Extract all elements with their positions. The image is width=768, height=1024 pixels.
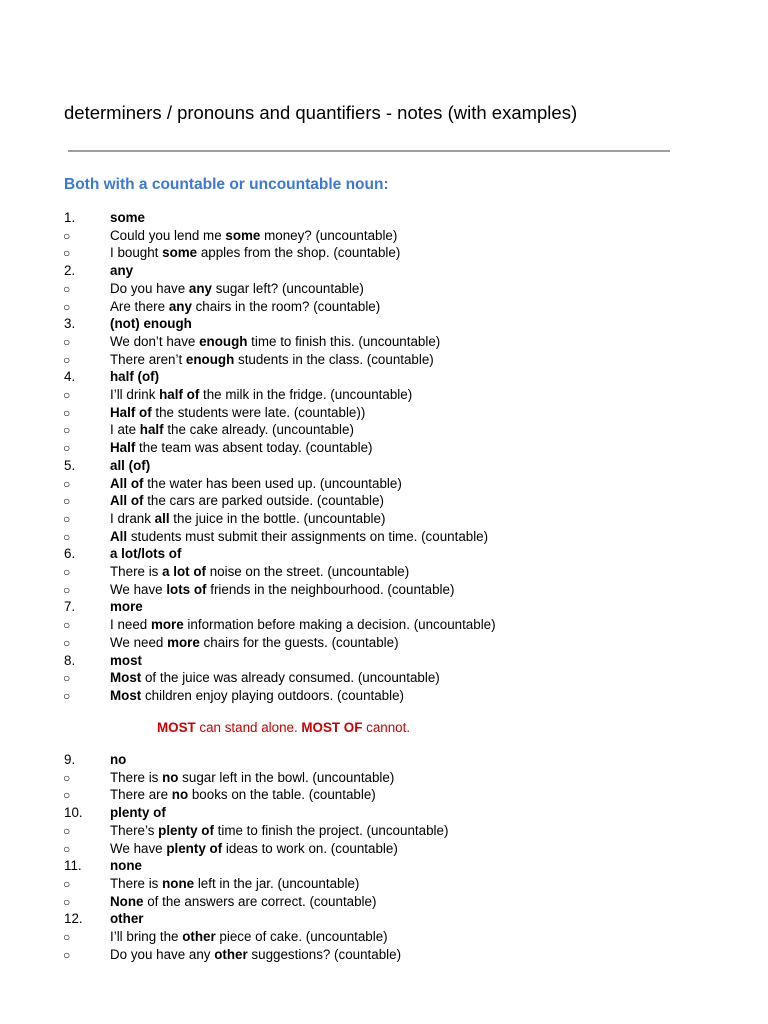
note-word-most: MOST xyxy=(157,720,196,735)
example-text-after: piece of cake. (uncountable) xyxy=(215,929,388,944)
example-row xyxy=(0,840,768,858)
circle-bullet-icon: ○ xyxy=(63,441,71,456)
circle-bullet-icon: ○ xyxy=(63,334,71,349)
example-text-after: the milk in the fridge. (uncountable) xyxy=(199,387,413,402)
item-number: 1. xyxy=(64,210,76,225)
circle-bullet-icon: ○ xyxy=(63,423,71,438)
example-text-after: chairs in the room? (countable) xyxy=(191,298,381,314)
example-sentence xyxy=(110,893,376,911)
example-text-after: books on the table. (countable) xyxy=(188,787,376,803)
example-sentence xyxy=(110,875,359,893)
example-text-before: We need xyxy=(110,634,168,650)
example-sentence xyxy=(110,946,401,964)
item-number: 11. xyxy=(64,858,82,874)
example-text-after: the water has been used up. (uncountable) xyxy=(143,475,402,491)
example-row xyxy=(0,386,768,404)
example-row xyxy=(0,528,768,546)
list-item-term xyxy=(0,598,768,616)
example-text-after: left in the jar. (uncountable) xyxy=(194,875,360,891)
example-sentence xyxy=(110,634,399,652)
list-item-term xyxy=(0,751,768,769)
example-text-before: I bought xyxy=(110,245,163,261)
circle-bullet-icon: ○ xyxy=(63,930,71,944)
example-row xyxy=(0,822,768,840)
note-word-most-of: MOST OF xyxy=(301,720,363,735)
circle-bullet-icon: ○ xyxy=(63,823,71,838)
item-number: 3. xyxy=(64,316,76,332)
example-text-after: children enjoy playing outdoors. (countable) xyxy=(141,687,405,703)
example-text-after: the cars are parked outside. (countable) xyxy=(143,493,384,509)
example-text-after: information before making a decision. (uncountable) xyxy=(183,617,496,633)
example-text-before: There are xyxy=(110,787,172,803)
example-sentence xyxy=(110,227,397,245)
example-text-after: sugar left in the bowl. (uncountable) xyxy=(178,769,395,785)
example-keyword: more xyxy=(167,634,200,650)
example-text-after: ideas to work on. (countable) xyxy=(222,840,398,856)
example-text-before: I’ll bring the xyxy=(110,929,183,944)
item-term: (not) enough xyxy=(110,316,192,332)
example-text-before: Do you have xyxy=(110,280,189,296)
example-keyword: some xyxy=(225,227,261,243)
example-text-after: sugar left? (uncountable) xyxy=(211,280,364,296)
example-text-after: the cake already. (uncountable) xyxy=(163,422,354,438)
example-row xyxy=(0,634,768,652)
example-keyword: plenty of xyxy=(166,840,223,856)
note-most xyxy=(157,719,410,737)
item-term: more xyxy=(110,599,143,615)
example-row xyxy=(0,227,768,245)
example-keyword: lots of xyxy=(166,581,207,597)
example-text-after: students in the class. (countable) xyxy=(234,351,434,367)
circle-bullet-icon: ○ xyxy=(63,635,71,650)
example-row xyxy=(0,769,768,787)
circle-bullet-icon: ○ xyxy=(63,405,71,420)
list-item-term xyxy=(0,910,768,928)
example-sentence xyxy=(110,386,412,404)
item-number: 5. xyxy=(64,457,76,473)
example-row xyxy=(0,475,768,493)
item-number: 8. xyxy=(64,652,76,668)
example-keyword: a lot of xyxy=(162,564,206,579)
example-row xyxy=(0,616,768,634)
list-item-term xyxy=(0,368,768,386)
circle-bullet-icon: ○ xyxy=(63,228,71,243)
item-term: most xyxy=(110,652,142,668)
example-keyword: any xyxy=(188,280,212,296)
note-text-1: can stand alone. xyxy=(195,720,302,735)
example-row xyxy=(0,439,768,457)
example-text-before: Do you have any xyxy=(110,946,215,962)
item-term: none xyxy=(110,858,142,874)
list-item-term xyxy=(0,457,768,475)
list-item-term xyxy=(0,545,768,563)
example-keyword: half xyxy=(139,422,164,438)
example-text-before: There is xyxy=(110,564,163,579)
horizontal-rule xyxy=(68,150,670,152)
example-text-after: time to finish this. (uncountable) xyxy=(247,333,441,349)
example-sentence xyxy=(110,822,448,840)
item-number: 12. xyxy=(64,911,83,927)
example-sentence xyxy=(110,351,434,369)
circle-bullet-icon: ○ xyxy=(63,671,71,686)
example-keyword: some xyxy=(162,245,198,261)
item-term: half (of) xyxy=(110,369,160,385)
example-keyword: enough xyxy=(199,333,248,349)
example-sentence xyxy=(110,769,394,787)
example-keyword: Most xyxy=(110,687,142,703)
example-keyword: other xyxy=(214,946,248,962)
example-keyword: All xyxy=(110,528,128,544)
example-row xyxy=(0,244,768,262)
example-text-before: We have xyxy=(110,840,167,856)
circle-bullet-icon: ○ xyxy=(63,894,71,909)
example-keyword: all xyxy=(154,510,170,526)
example-sentence xyxy=(110,786,376,804)
example-text-before: I ate xyxy=(110,422,140,438)
item-term: all (of) xyxy=(110,457,151,473)
example-sentence xyxy=(110,616,496,634)
example-keyword: All of xyxy=(110,475,144,491)
example-keyword: half of xyxy=(159,387,200,402)
example-text-before: Could you lend me xyxy=(110,227,226,243)
item-term: some xyxy=(110,210,145,225)
circle-bullet-icon: ○ xyxy=(63,494,71,509)
example-text-before: We have xyxy=(110,581,167,597)
example-text-after: of the juice was already consumed. (uncountable) xyxy=(141,670,440,686)
example-sentence xyxy=(110,298,380,316)
example-row xyxy=(0,510,768,528)
example-text-after: of the answers are correct. (countable) xyxy=(143,893,377,909)
example-row xyxy=(0,687,768,705)
example-text-after: time to finish the project. (uncountable) xyxy=(213,822,449,838)
example-sentence xyxy=(110,510,385,528)
example-sentence xyxy=(110,333,440,351)
example-text-after: friends in the neighbourhood. (countable) xyxy=(206,581,455,597)
list-item-term xyxy=(0,315,768,333)
list-item-term xyxy=(0,857,768,875)
list-item-term xyxy=(0,209,768,227)
example-row xyxy=(0,669,768,687)
example-sentence xyxy=(110,840,398,858)
circle-bullet-icon: ○ xyxy=(63,876,71,891)
example-text-before: I need xyxy=(110,617,151,633)
circle-bullet-icon: ○ xyxy=(63,688,71,703)
example-text-before: I drank xyxy=(110,510,155,526)
list-item-term xyxy=(0,262,768,280)
circle-bullet-icon: ○ xyxy=(63,511,71,526)
example-text-before: There aren’t xyxy=(110,351,186,367)
item-term: plenty of xyxy=(110,805,166,821)
example-keyword: any xyxy=(168,298,192,314)
example-row xyxy=(0,581,768,599)
example-keyword: none xyxy=(162,875,195,891)
example-keyword: enough xyxy=(185,351,235,367)
example-text-after: chairs for the guests. (countable) xyxy=(199,634,399,650)
circle-bullet-icon: ○ xyxy=(63,388,71,402)
item-number: 4. xyxy=(64,369,76,385)
example-row xyxy=(0,893,768,911)
example-keyword: Most xyxy=(110,670,142,686)
example-sentence xyxy=(110,421,354,439)
example-sentence xyxy=(110,492,384,510)
example-text-before: I’ll drink xyxy=(110,387,160,402)
example-keyword: All of xyxy=(110,493,144,509)
circle-bullet-icon: ○ xyxy=(63,281,71,296)
example-row xyxy=(0,298,768,316)
example-keyword: other xyxy=(182,929,216,944)
example-sentence xyxy=(110,528,488,546)
list-item-term xyxy=(0,652,768,670)
example-keyword: no xyxy=(171,787,189,803)
item-number: 10. xyxy=(64,805,83,821)
example-row xyxy=(0,280,768,298)
item-number: 6. xyxy=(64,546,76,562)
item-number: 9. xyxy=(64,752,76,767)
example-text-after: apples from the shop. (countable) xyxy=(197,245,401,261)
example-text-before: We don’t have xyxy=(110,333,200,349)
circle-bullet-icon: ○ xyxy=(63,246,71,261)
example-row xyxy=(0,928,768,946)
item-number: 7. xyxy=(64,599,76,615)
example-sentence xyxy=(110,669,440,687)
circle-bullet-icon: ○ xyxy=(63,618,71,633)
example-sentence xyxy=(110,581,454,599)
example-sentence xyxy=(110,928,388,946)
section-heading: Both with a countable or uncountable noun: xyxy=(64,176,389,193)
example-keyword: more xyxy=(150,617,184,633)
example-row xyxy=(0,351,768,369)
example-text-after: suggestions? (countable) xyxy=(247,946,402,962)
example-sentence xyxy=(110,244,400,262)
circle-bullet-icon: ○ xyxy=(63,582,71,597)
example-row xyxy=(0,563,768,581)
item-term: other xyxy=(110,911,144,927)
item-number: 2. xyxy=(64,263,76,279)
example-row xyxy=(0,333,768,351)
example-keyword: plenty of xyxy=(158,822,214,838)
example-row xyxy=(0,492,768,510)
document-title: determiners / pronouns and quantifiers - notes (with examples) xyxy=(64,102,578,123)
example-row xyxy=(0,421,768,439)
circle-bullet-icon: ○ xyxy=(63,352,71,367)
example-text-after: the juice in the bottle. (uncountable) xyxy=(169,510,386,526)
example-text-after: money? (uncountable) xyxy=(260,227,398,243)
example-text-after: students must submit their assignments on time. (countable) xyxy=(127,528,489,544)
example-text-before: There is xyxy=(110,769,163,785)
circle-bullet-icon: ○ xyxy=(63,565,71,579)
example-row xyxy=(0,875,768,893)
circle-bullet-icon: ○ xyxy=(63,476,71,491)
example-keyword: Half xyxy=(110,440,136,456)
circle-bullet-icon: ○ xyxy=(63,299,71,314)
example-sentence xyxy=(110,475,402,493)
example-keyword: Half of xyxy=(110,404,152,420)
item-term: a lot/lots of xyxy=(110,546,182,562)
circle-bullet-icon: ○ xyxy=(63,529,71,544)
example-text-before: There’s xyxy=(110,822,159,838)
example-text-before: There is xyxy=(110,875,163,891)
example-sentence xyxy=(110,280,364,298)
example-row xyxy=(0,946,768,964)
example-row xyxy=(0,404,768,422)
example-text-after: noise on the street. (uncountable) xyxy=(205,564,410,579)
example-keyword: None xyxy=(110,893,144,909)
circle-bullet-icon: ○ xyxy=(63,770,71,785)
example-sentence xyxy=(110,687,404,705)
item-term: any xyxy=(110,263,134,279)
note-text-2: cannot. xyxy=(362,720,411,735)
example-sentence xyxy=(110,563,409,581)
circle-bullet-icon: ○ xyxy=(63,947,71,962)
example-sentence xyxy=(110,439,373,457)
list-item-term xyxy=(0,804,768,822)
example-text-before: Are there xyxy=(110,298,169,314)
example-text-after: the team was absent today. (countable) xyxy=(135,440,373,456)
example-row xyxy=(0,786,768,804)
circle-bullet-icon: ○ xyxy=(63,788,71,803)
example-keyword: no xyxy=(162,769,179,785)
example-text-after: the students were late. (countable)) xyxy=(151,404,366,420)
item-term: no xyxy=(110,752,127,767)
example-sentence xyxy=(110,404,365,422)
circle-bullet-icon: ○ xyxy=(63,841,71,856)
